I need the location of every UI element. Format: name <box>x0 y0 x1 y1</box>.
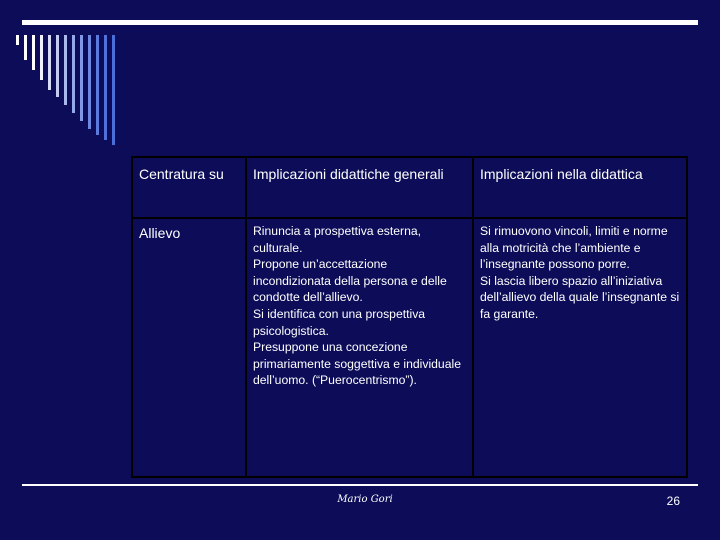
cell-line: Si rimuovono vincoli, limiti e norme alla motricità che l’ambiente e l’insegnante possono porre. <box>480 224 668 272</box>
header-implicazioni-didattica: Implicazioni nella didattica <box>473 157 687 218</box>
content-table <box>131 156 688 478</box>
cell-implicazioni-generali <box>246 218 473 477</box>
header-implicazioni-generali: Implicazioni didattiche generali <box>246 157 473 218</box>
footer-author: Mario Gori <box>337 494 393 505</box>
cell-line: Rinuncia a prospettiva esterna, culturale. <box>253 224 422 255</box>
decor-bar <box>16 35 19 45</box>
cell-line: Si lascia libero spazio all’iniziativa dell’allievo della quale l’insegnante si fa garante. <box>480 273 680 321</box>
bottom-rule <box>22 484 698 486</box>
decor-bar <box>104 35 107 140</box>
top-rule <box>22 20 698 25</box>
cell-line: Propone un’accettazione incondizionata della persona e delle condotte dell’allievo. <box>253 257 447 305</box>
decorative-bars <box>16 35 126 150</box>
decor-bar <box>32 35 35 70</box>
decor-bar <box>48 35 51 90</box>
table-header-row <box>132 157 687 218</box>
decor-bar <box>88 35 91 129</box>
decor-bar <box>40 35 43 80</box>
cell-centratura: Allievo <box>132 218 246 477</box>
decor-bar <box>56 35 59 97</box>
table-row <box>132 218 687 477</box>
decor-bar <box>96 35 99 135</box>
decor-bar <box>72 35 75 113</box>
page-number: 26 <box>666 494 680 508</box>
decor-bar <box>24 35 27 60</box>
cell-line: Presuppone una concezione primariamente soggettiva e individuale dell’uomo. (“Puerocentrismo”). <box>253 340 461 388</box>
decor-bar <box>80 35 83 121</box>
cell-line: Si identifica con una prospettiva psicologistica. <box>253 306 426 338</box>
decor-bar <box>64 35 67 105</box>
header-centratura: Centratura su <box>132 157 246 218</box>
decor-bar <box>112 35 115 145</box>
cell-implicazioni-didattica <box>473 218 687 477</box>
